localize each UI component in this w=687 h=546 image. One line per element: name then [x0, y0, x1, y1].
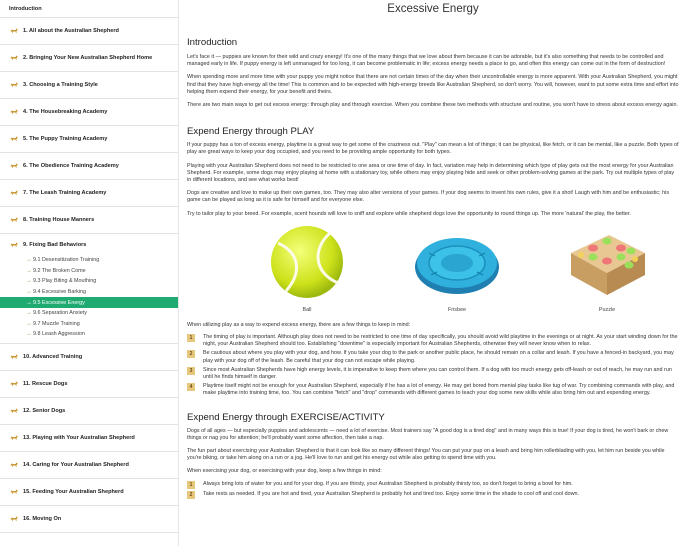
arrow-right-icon: →: [26, 267, 32, 274]
play-tips-list: [187, 334, 679, 398]
nav-section-2[interactable]: [0, 45, 178, 72]
nav-section-16[interactable]: [0, 506, 178, 533]
list-item-text: Always bring lots of water for you and for your dog. If you are thirsty, your Australian Shepherd is probably thirsty too, so don't forget to bring a bowl for him.: [203, 480, 573, 487]
gallery-caption: Ball: [302, 306, 312, 313]
nav-item-label: 8. Training House Manners: [23, 217, 95, 223]
list-number-badge: 4: [187, 383, 195, 391]
nav-section-1[interactable]: [0, 18, 178, 45]
nav-introduction[interactable]: [0, 0, 178, 18]
submenu-fixing-bad-behaviors: [0, 255, 178, 344]
intro-heading: Introduction: [187, 37, 238, 48]
puzzle-toy-image: [565, 223, 649, 301]
gallery-caption: Puzzle: [598, 306, 616, 313]
list-number-badge: 2: [187, 350, 195, 358]
nav-section-3[interactable]: [0, 72, 178, 99]
dog-icon: [9, 407, 19, 415]
nav-item-label: 10. Advanced Training: [23, 353, 83, 360]
nav-item-label: 7. The Leash Training Academy: [23, 190, 107, 196]
dog-icon: [9, 27, 19, 35]
play-paragraph-3: Dogs are creative and love to make up their own games, too. They may also alter versions of your games. If your dog seems to invent his own rules, give it a shot! Laugh with him and be enthusiastic; his game can be played as long as it is safe for himself and for everyone else.: [187, 190, 670, 204]
list-item-text: The timing of play is important. Although play does not need to be restricted to one time of day specifically, you should avoid wild playtime in the evenings or at night. As your start winding down for the night, your Australian Shepherd should too. Establishing "downtime" is especially important for Australian Shepherds, otherwise they will never know when to relax.: [203, 334, 678, 348]
list-item-text: Playtime itself might not be enough for your Australian Shepherd, especially if he has a lot of energy. He may get bored from menial play tasks like tug of war. Try combining commands with play, and make playtime into training time, too. You can combine "fetch" and "drop" commands with different games to teach your dog some new skills while also bring him out and expending energy.: [203, 383, 675, 397]
arrow-right-icon: →: [26, 299, 32, 306]
nav-item-label: 12. Senior Dogs: [23, 407, 66, 414]
play-paragraph-5: When utilizing play as a way to expend excess energy, there are a few things to keep in mind:: [187, 321, 411, 328]
arrow-right-icon: →: [26, 289, 32, 296]
gallery-caption: Frisbee: [448, 306, 466, 313]
nav-section-12[interactable]: [0, 398, 178, 425]
nav-item-label: 6. The Obedience Training Academy: [23, 163, 119, 169]
nav-section-13[interactable]: [0, 425, 178, 452]
nav-subitem-label: 9.5 Excessive Energy: [33, 299, 85, 306]
nav-section-4[interactable]: [0, 99, 178, 126]
nav-subitem-2[interactable]: [0, 266, 178, 277]
exercise-tips-list: [187, 481, 679, 499]
list-number-badge: 3: [187, 367, 195, 375]
nav-item-label: 11. Rescue Dogs: [23, 380, 68, 387]
gallery-item-ball[interactable]: [257, 223, 357, 313]
tennis-ball-image: [268, 223, 346, 301]
nav-item-label: 14. Caring for Your Australian Shepherd: [23, 461, 129, 468]
dog-icon: [9, 216, 19, 224]
intro-paragraph-2: When spending more and more time with your puppy you might notice that there are not certain times of the day when their uncontrollable energy is more apparent. With your Australian Shepherd, you might find that they have high energy all the time! This is common and to be expected with high-energy breeds like Australian Shepherd, so don't worry. You will, however, want to put some extra time and effort into helping them expend their energy, for your benefit and theirs.: [187, 74, 679, 95]
nav-subitem-1[interactable]: [0, 255, 178, 266]
page-title: Excessive Energy: [387, 3, 479, 15]
list-item: [187, 491, 679, 499]
nav-section-6[interactable]: [0, 153, 178, 180]
nav-section-15[interactable]: [0, 479, 178, 506]
nav-subitem-5[interactable]: [0, 297, 178, 308]
nav-section-9[interactable]: [0, 234, 178, 255]
nav-subitem-label: 9.7 Muzzle Training: [33, 320, 80, 327]
nav-section-10[interactable]: [0, 344, 178, 371]
play-paragraph-1: If your puppy has a ton of excess energy, playtime is a great way to get some of the craziness out. "Play" can mean a lot of things; it can be physical, like fetch, or it can be mental, like a puzzle. Both types of play are great ways to keep your dog occupied, and you need to be providing ample opportunity for both types.: [187, 142, 679, 156]
nav-item-label: 2. Bringing Your New Australian Shepherd Home: [23, 55, 153, 61]
list-item-text: Since most Australian Shepherds have high energy levels, it is imperative to keep them where you can control them. If a dog with too much energy gets off-leash or out of reach, he may run and run until he finds himself in danger.: [203, 366, 672, 381]
dog-icon: [9, 380, 19, 388]
nav-subitem-label: 9.6 Separation Anxiety: [33, 310, 87, 317]
list-item: [187, 334, 679, 348]
gallery-item-frisbee[interactable]: [407, 223, 507, 313]
dog-icon: [9, 54, 19, 62]
nav-section-8[interactable]: [0, 207, 178, 234]
nav-item-label: Introduction: [9, 5, 42, 12]
dog-icon: [9, 353, 19, 361]
nav-section-11[interactable]: [0, 371, 178, 398]
list-number-badge: 2: [187, 491, 195, 499]
nav-subitem-4[interactable]: [0, 287, 178, 298]
dog-icon: [9, 162, 19, 170]
nav-section-7[interactable]: [0, 180, 178, 207]
arrow-right-icon: →: [26, 278, 32, 285]
nav-subitem-7[interactable]: [0, 319, 178, 330]
nav-subitem-label: 9.3 Play Biting & Mouthing: [33, 278, 97, 285]
play-heading: Expend Energy through PLAY: [187, 126, 315, 138]
nav-subitem-6[interactable]: [0, 308, 178, 319]
nav-item-label: 3. Choosing a Training Style: [23, 82, 98, 88]
list-item-text: Be cautious about where you play with your dog, and how. If you take your dog to the park or another public place, he should remain on a collar and leash. If you have a fenced-in backyard, you may play with your dog off of the leash. Be careful that your dog can not escape while playing.: [203, 350, 674, 364]
dog-icon: [9, 81, 19, 89]
nav-subitem-label: 9.4 Excessive Barking: [33, 289, 87, 296]
list-item: [187, 350, 679, 364]
list-number-badge: 1: [187, 334, 195, 342]
nav-item-label: 1. All about the Australian Shepherd: [23, 28, 119, 34]
list-item: [187, 367, 679, 381]
nav-item-label: 5. The Puppy Training Academy: [23, 136, 108, 142]
dog-icon: [9, 488, 19, 496]
exercise-paragraph-2: The fun part about exercising your Australian Shepherd is that it can look like so many different things! You can put your pup on a leash and bring him rollerblading with you, let him run beside you while you're biking, or take him along on a run or a jog. He'll love to run and get his energy out while also getting to spend time with you.: [187, 448, 665, 462]
intro-paragraph-1: Let's face it — puppies are known for their wild and crazy energy! It's one of the many things that we love about them because it can be adorable, but it's also something that needs to be controlled and managed early in life. If puppy energy is left unmanaged for too long, it can become problematic in life; excess energy needs a place to go, and often this energy can come out in the form of destruction!: [187, 54, 666, 68]
toy-gallery: [187, 223, 679, 313]
list-item: [187, 383, 679, 397]
play-paragraph-4: Try to tailor play to your breed. For example, scent hounds will love to sniff and explore while shepherd dogs love the opportunity to round things up. The more 'natural' the play, the better.: [187, 210, 631, 217]
nav-item-label: 16. Moving On: [23, 515, 62, 522]
nav-subitem-label: 9.2 The Broken Come: [33, 267, 86, 274]
nav-section-5[interactable]: [0, 126, 178, 153]
dog-icon: [9, 434, 19, 442]
gallery-item-puzzle[interactable]: [557, 223, 657, 313]
arrow-right-icon: →: [26, 257, 32, 264]
nav-section-14[interactable]: [0, 452, 178, 479]
nav-subitem-label: 9.8 Leash Aggression: [33, 331, 85, 338]
list-number-badge: 1: [187, 481, 195, 489]
arrow-right-icon: →: [26, 310, 32, 317]
list-item: [187, 481, 679, 489]
nav-item-label: 9. Fixing Bad Behaviors: [23, 241, 87, 248]
play-paragraph-2: Playing with your Australian Shepherd does not need to be restricted to one area or one time of day. In fact, variation may help in determining which type of play gets out the most energy for your Australian Shepherd. For example, some dogs may enjoy playing at home with a stationary toy, while others may enjoy playing hide and seek or other problem-solving games at the park. Try out multiple types of play in different locations, and see what works best!: [187, 162, 675, 184]
nav-item-label: 4. The Housebreaking Academy: [23, 109, 108, 115]
dog-icon: [9, 108, 19, 116]
dog-icon: [9, 461, 19, 469]
exercise-heading: Expend Energy through EXERCISE/ACTIVITY: [187, 411, 385, 423]
exercise-paragraph-1: Dogs of all ages — but especially puppies and adolescents — need a lot of exercise. Most trainers say "A good dog is a tired dog" and in many ways this is true! If your dog is tired, he won't bark or chew things or nag you for attention; he'll probably want some affection, then take a nap.: [187, 427, 669, 441]
dog-icon: [9, 189, 19, 197]
intro-paragraph-3: There are two main ways to get out excess energy: through play and through exercise. When you combine these two methods with structure and routine, you won't have to stress about excess energy again.: [187, 102, 678, 109]
list-item-text: Take rests as needed. If you are hot and tired, your Australian Shepherd is probably hot and tired too. Enjoy some time in the shade to cool off and cool down.: [203, 490, 579, 497]
nav-subitem-8[interactable]: [0, 329, 178, 340]
dog-icon: [9, 135, 19, 143]
arrow-right-icon: →: [26, 331, 32, 338]
dog-icon: [9, 515, 19, 523]
arrow-right-icon: →: [26, 320, 32, 327]
chapter-sidebar: [0, 0, 179, 546]
nav-subitem-label: 9.1 Desensitization Training: [33, 257, 100, 264]
nav-subitem-3[interactable]: [0, 276, 178, 287]
nav-item-label: 15. Feeding Your Australian Shepherd: [23, 488, 124, 495]
frisbee-image: [409, 223, 505, 301]
exercise-paragraph-3: When exercising your dog, or exercising with your dog, keep a few things in mind:: [187, 468, 382, 475]
dog-icon: [9, 241, 19, 249]
main-content: [187, 0, 679, 546]
nav-item-label: 13. Playing with Your Australian Shepherd: [23, 434, 135, 441]
